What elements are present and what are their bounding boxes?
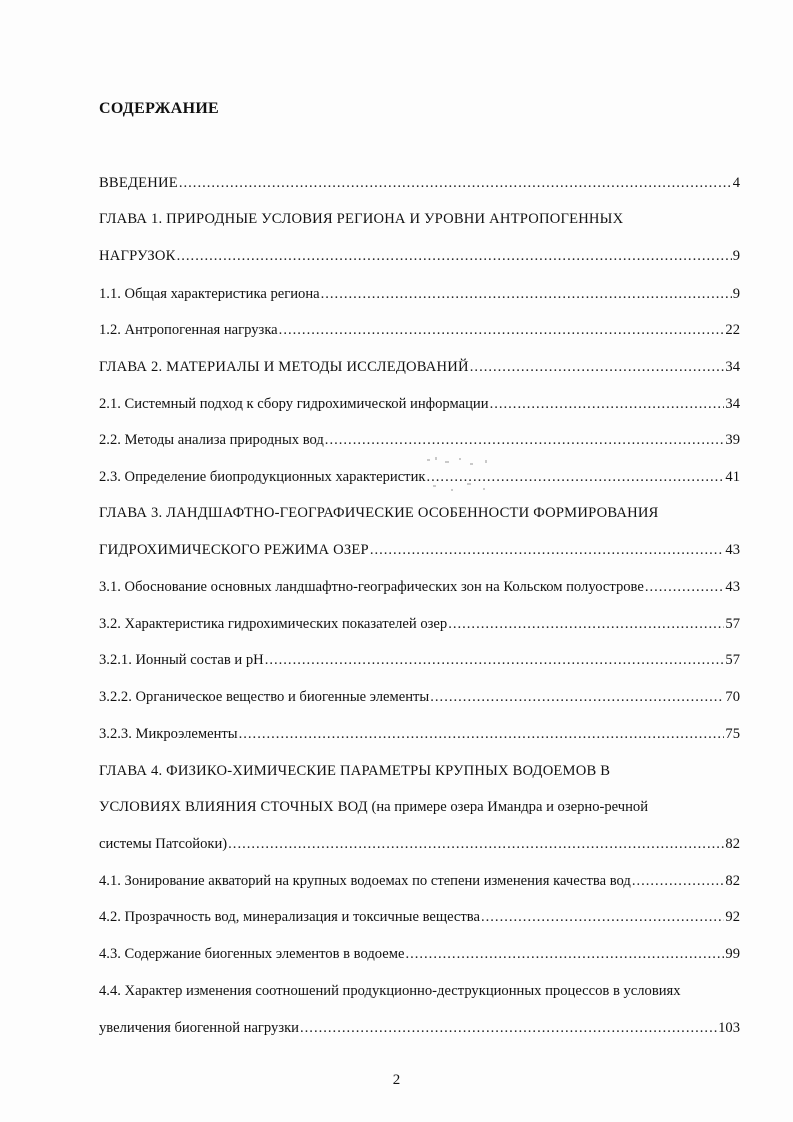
- toc-entry-text: 3.1. Обоснование основных ландшафтно-географических зон на Кольском полуострове: [99, 579, 644, 595]
- toc-entry-text: 4.3. Содержание биогенных элементов в водоеме: [99, 946, 405, 962]
- toc-entry-subtext: (на примере озера Имандра и озерно-речной: [367, 799, 649, 815]
- leader-dots: [325, 430, 725, 450]
- toc-entry-4-4: [99, 981, 740, 1001]
- toc-entry-text: 2.3. Определение биопродукционных характеристик: [99, 469, 426, 485]
- toc-entry-chapter-4-end: [99, 834, 740, 854]
- leader-dots: [265, 650, 725, 670]
- toc-page-number: 9: [732, 248, 740, 264]
- toc-entry-2-2: [99, 430, 740, 450]
- toc-entry-2-3: [99, 467, 740, 487]
- toc-page-number: 43: [725, 579, 740, 595]
- toc-entry-chapter-1-cont: [99, 246, 740, 266]
- toc-entry-text: 4.4. Характер изменения соотношений продукционно-деструкционных процессов в условиях: [99, 983, 681, 999]
- toc-entry-4-2: [99, 907, 740, 927]
- leader-dots: [279, 320, 725, 340]
- leader-dots: [300, 1018, 717, 1038]
- toc-entry-3-1: [99, 577, 740, 597]
- toc-page-number: 39: [725, 432, 740, 448]
- toc-page-number: 99: [725, 946, 740, 962]
- toc-entry-3-2-1: [99, 650, 740, 670]
- toc-page-number: 43: [725, 542, 740, 558]
- leader-dots: [228, 834, 724, 854]
- toc-entry-chapter-3-cont: [99, 540, 740, 560]
- toc-entry-1-1: [99, 284, 740, 304]
- leader-dots: [370, 540, 725, 560]
- leader-dots: [239, 724, 725, 744]
- toc-entry-3-2-2: [99, 687, 740, 707]
- scan-artifact: [425, 455, 505, 500]
- toc-page-number: 4: [732, 175, 740, 191]
- toc-entry-2-1: [99, 394, 740, 414]
- toc-entry-text: 2.1. Системный подход к сбору гидрохимической информации: [99, 396, 489, 412]
- toc-entry-chapter-1: [99, 209, 740, 229]
- toc-entry-3-2: [99, 614, 740, 634]
- toc-page-number: 75: [725, 726, 740, 742]
- toc-entry-chapter-3: [99, 503, 740, 523]
- toc-entry-text: увеличения биогенной нагрузки: [99, 1020, 299, 1036]
- toc-entry-text: системы Патсойоки): [99, 836, 228, 852]
- toc-page-number: 82: [725, 873, 740, 889]
- leader-dots: [490, 394, 725, 414]
- toc-entry-text: 4.1. Зонирование акваторий на крупных водоемах по степени изменения качества вод: [99, 873, 631, 889]
- toc-entry-text: 3.2.1. Ионный состав и pH: [99, 652, 264, 668]
- toc-entry-4-1: [99, 871, 740, 891]
- toc-entry-3-2-3: [99, 724, 740, 744]
- page-number: 2: [392, 1072, 401, 1088]
- toc-page-number: 57: [725, 652, 740, 668]
- toc-entry-text: ГЛАВА 2. МАТЕРИАЛЫ И МЕТОДЫ ИССЛЕДОВАНИЙ: [99, 359, 469, 375]
- leader-dots: [632, 871, 725, 891]
- toc-page-number: 103: [718, 1020, 740, 1036]
- toc-entry-4-4-cont: [99, 1018, 740, 1038]
- toc-entry-4-3: [99, 944, 740, 964]
- toc-entry-1-2: [99, 320, 740, 340]
- leader-dots: [177, 246, 732, 266]
- leader-dots: [470, 357, 725, 377]
- toc-entry-introduction: [99, 173, 740, 193]
- toc-entry-chapter-2: [99, 357, 740, 377]
- toc-entry-text: УСЛОВИЯХ ВЛИЯНИЯ СТОЧНЫХ ВОД: [99, 799, 368, 815]
- toc-page-number: 22: [725, 322, 740, 338]
- leader-dots: [321, 284, 732, 304]
- leader-dots: [405, 944, 724, 964]
- toc-entry-chapter-4: [99, 761, 740, 781]
- toc-entry-text: ГЛАВА 3. ЛАНДШАФТНО-ГЕОГРАФИЧЕСКИЕ ОСОБЕННОСТИ ФОРМИРОВАНИЯ: [99, 505, 659, 521]
- toc-entry-text: ГЛАВА 4. ФИЗИКО-ХИМИЧЕСКИЕ ПАРАМЕТРЫ КРУПНЫХ ВОДОЕМОВ В: [99, 763, 611, 779]
- toc-page-number: 82: [725, 836, 740, 852]
- toc-entry-text: ГЛАВА 1. ПРИРОДНЫЕ УСЛОВИЯ РЕГИОНА И УРОВНИ АНТРОПОГЕННЫХ: [99, 211, 624, 227]
- leader-dots: [481, 907, 724, 927]
- toc-page-number: 9: [732, 286, 740, 302]
- leader-dots: [448, 614, 724, 634]
- toc-page-number: 34: [725, 396, 740, 412]
- toc-entry-text: 4.2. Прозрачность вод, минерализация и токсичные вещества: [99, 909, 480, 925]
- toc-entry-text: 3.2. Характеристика гидрохимических показателей озер: [99, 616, 448, 632]
- leader-dots: [179, 173, 732, 193]
- toc-page-number: 34: [725, 359, 740, 375]
- toc-page-number: 70: [725, 689, 740, 705]
- toc-entry-chapter-4-cont: [99, 797, 740, 817]
- toc-page-number: 41: [725, 469, 740, 485]
- toc-entry-text: ГИДРОХИМИЧЕСКОГО РЕЖИМА ОЗЕР: [99, 542, 369, 558]
- leader-dots: [430, 687, 724, 707]
- toc-entry-text: 3.2.3. Микроэлементы: [99, 726, 238, 742]
- toc-entry-text: 1.2. Антропогенная нагрузка: [99, 322, 278, 338]
- page-title: СОДЕРЖАНИЕ: [99, 100, 220, 117]
- toc-entry-text: 1.1. Общая характеристика региона: [99, 286, 320, 302]
- leader-dots: [645, 577, 725, 597]
- toc-entry-text: 3.2.2. Органическое вещество и биогенные элементы: [99, 689, 430, 705]
- toc-entry-text: ВВЕДЕНИЕ: [99, 175, 178, 191]
- toc-entry-text: НАГРУЗОК: [99, 248, 176, 264]
- toc-page-number: 57: [725, 616, 740, 632]
- toc-entry-text: 2.2. Методы анализа природных вод: [99, 432, 324, 448]
- toc-page-number: 92: [725, 909, 740, 925]
